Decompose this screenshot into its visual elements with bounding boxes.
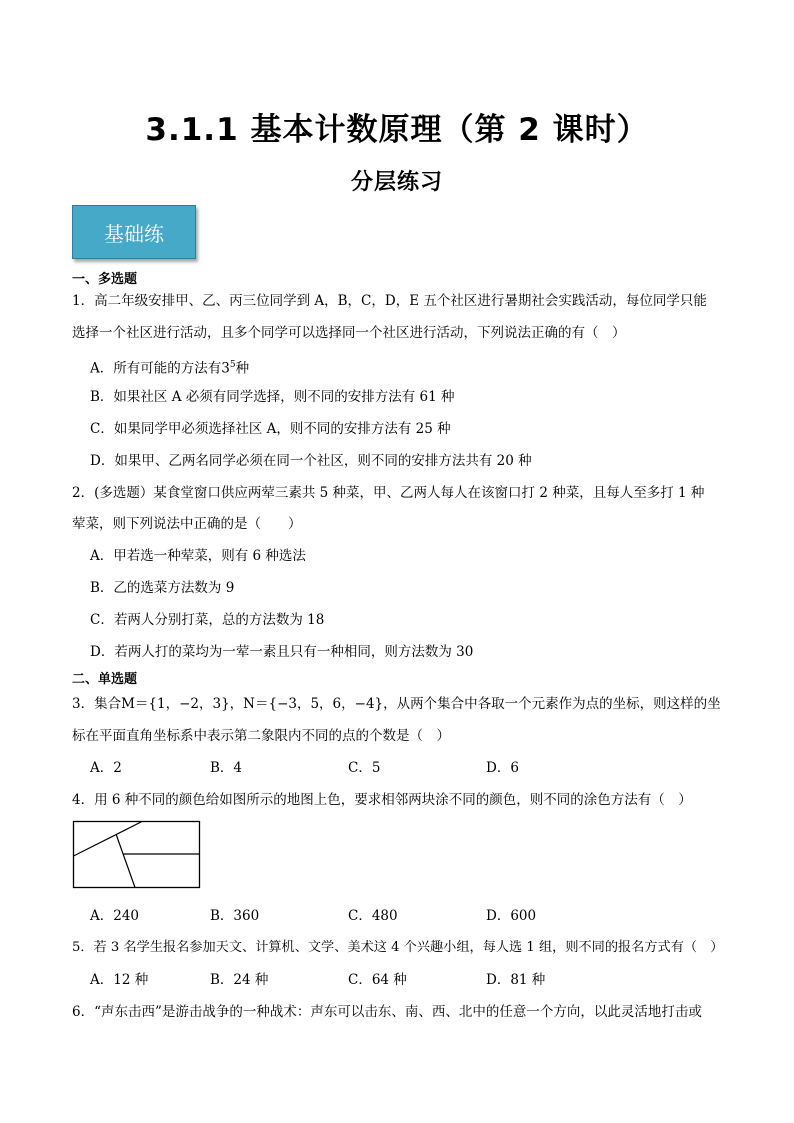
- q2-stem-line1: 2．(多选题）某食堂窗口供应两荤三素共 5 种菜，甲、乙两人每人在该窗口打 2 种菜，且每人至多打 1 种: [72, 485, 705, 501]
- q2-stem-line2: 荤菜，则下列说法中正确的是（ ）: [72, 516, 302, 532]
- section-heading-multi: 一、多选题: [72, 272, 138, 287]
- q2-option-b: B．乙的选菜方法数为 9: [90, 580, 235, 596]
- q2-option-c: C．若两人分别打菜，总的方法数为 18: [90, 612, 325, 628]
- q4-option-c: C．480: [348, 908, 398, 924]
- q1-stem-line1: 1．高二年级安排甲、乙、丙三位同学到 A，B，C，D，E 五个社区进行暑期社会实践活动，每位同学只能: [72, 293, 707, 309]
- q2-option-d: D．若两人打的菜均为一荤一素且只有一种相同，则方法数为 30: [90, 644, 474, 660]
- q4-option-b: B．360: [210, 908, 260, 924]
- q1-option-a-exp: 5: [229, 360, 236, 370]
- map-boundary-2: [116, 834, 135, 888]
- q4-option-a: A．240: [90, 908, 140, 924]
- region-map-figure: [72, 820, 202, 890]
- page-title: 3.1.1 基本计数原理（第 2 课时）: [145, 112, 649, 148]
- page-subtitle: 分层练习: [350, 170, 443, 195]
- q5-option-a: A．12 种: [90, 972, 149, 988]
- q1-option-a-base: 3: [221, 360, 230, 377]
- q1-option-c: C．如果同学甲必须选择社区 A，则不同的安排方法有 25 种: [90, 421, 451, 437]
- q1-option-b: B．如果社区 A 必须有同学选择，则不同的安排方法有 61 种: [90, 389, 455, 405]
- level-tag: 基础练: [72, 205, 196, 259]
- q5-stem-line1: 5．若 3 名学生报名参加天文、计算机、文学、美术这 4 个兴趣小组，每人选 1 组，则不同的报名方式有（ ）: [72, 940, 724, 955]
- q1-option-a-text: A．所有可能的方法有: [90, 360, 222, 377]
- q5-option-b: B．24 种: [210, 972, 269, 988]
- q3-option-d: D．6: [486, 760, 519, 776]
- q6-stem-line1: 6．“声东击西”是游击战争的一种战术：声东可以击东、南、西、北中的任意一个方向，以此灵活地打击或: [72, 1004, 702, 1020]
- q1-option-d: D．如果甲、乙两名同学必须在同一个社区，则不同的安排方法共有 20 种: [90, 453, 532, 469]
- q2-option-a: A．甲若选一种荤菜，则有 6 种选法: [90, 548, 306, 564]
- q5-option-c: C．64 种: [348, 972, 407, 988]
- q3-option-c: C．5: [348, 760, 381, 776]
- q3-option-a: A．2: [90, 760, 122, 776]
- q3-stem-line2: 标在平面直角坐标系中表示第二象限内不同的点的个数是（ ）: [72, 728, 450, 744]
- q3-stem-line1: 3．集合M＝{1，−2，3}，N＝{−3，5，6，−4}，从两个集合中各取一个元素作为点的坐标，则这样的坐: [72, 696, 721, 712]
- map-boundary-1: [74, 822, 143, 857]
- section-heading-single: 二、单选题: [72, 672, 138, 687]
- q3-option-b: B．4: [210, 760, 243, 776]
- q4-stem-line1: 4．用 6 种不同的颜色给如图所示的地图上色，要求相邻两块涂不同的颜色，则不同的涂色方法有（ ）: [72, 792, 692, 808]
- q4-option-d: D．600: [486, 908, 537, 924]
- q1-option-a: [90, 355, 249, 379]
- q5-option-d: D．81 种: [486, 972, 546, 988]
- q1-option-a-unit: 种: [235, 360, 250, 377]
- q1-stem-line2: 选择一个社区进行活动，且多个同学可以选择同一个社区进行活动，下列说法正确的有（ ）: [72, 325, 626, 341]
